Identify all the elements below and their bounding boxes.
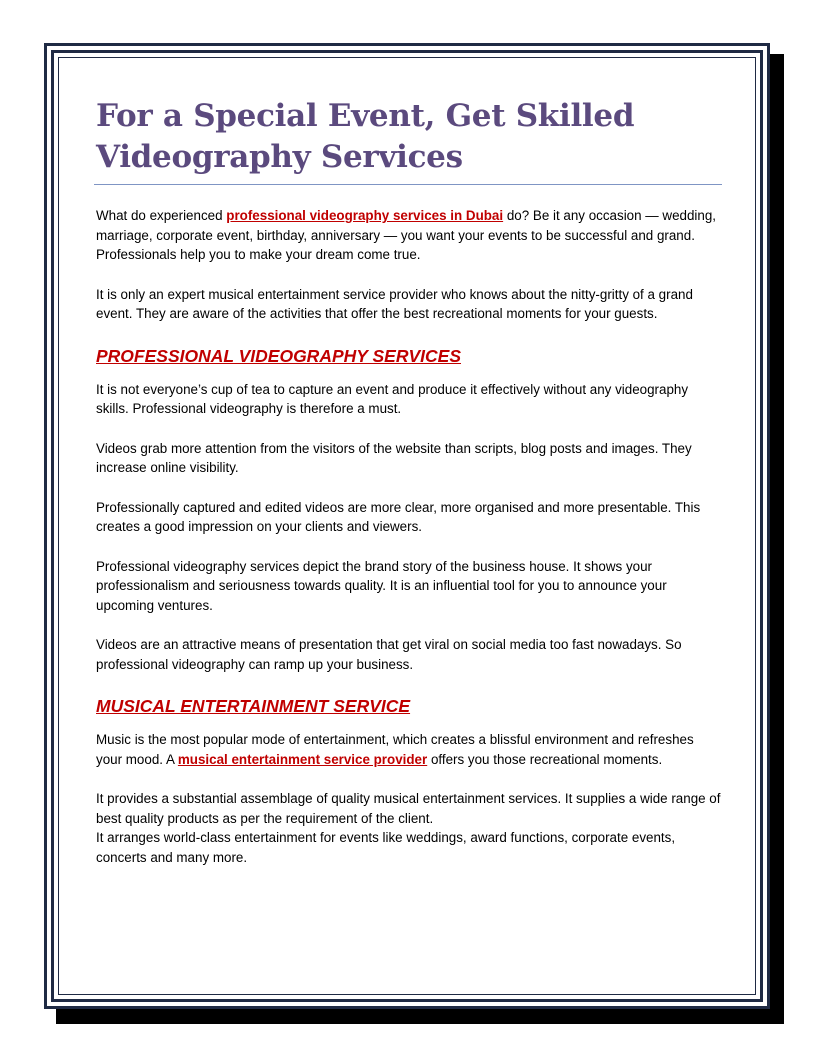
- musical-text-end: offers you those recreational moments.: [427, 751, 663, 767]
- intro-text-end: do? Be it any occasion — wedding, marriage, corporate event, birthday, anniversary — you want your events to be successful and grand. Professionals help you to make your dream come true.: [96, 208, 716, 262]
- videography-paragraph: Professionally captured and edited videos are more clear, more organised and more presentable. This creates a good impression on your clients and viewers.: [96, 499, 701, 534]
- page-title: For a Special Event, Get Skilled Videography Services: [96, 98, 635, 175]
- section-heading-musical: MUSICAL ENTERTAINMENT SERVICE: [96, 696, 411, 716]
- videography-paragraph: Professional videography services depict the brand story of the business house. It shows your professionalism and seriousness towards quality. It is an influential tool for you to announce your upcoming ventures.: [96, 558, 667, 613]
- section-heading-videography: PROFESSIONAL VIDEOGRAPHY SERVICES: [96, 345, 461, 366]
- document-body: [96, 96, 722, 867]
- videography-paragraph: Videos grab more attention from the visitors of the website than scripts, blog posts and images. They increase online visibility.: [96, 440, 692, 475]
- intro-text-start: What do experienced: [96, 208, 227, 223]
- intro-paragraph-2: It is only an expert musical entertainment service provider who knows about the nitty-gritty of a grand event. They are aware of the activities that offer the best recreational moments for your guests.: [96, 286, 693, 321]
- musical-entertainment-link[interactable]: musical entertainment service provider: [177, 751, 428, 767]
- videography-paragraph: Videos are an attractive means of presentation that get viral on social media too fast nowadays. So professional videography can ramp up your business.: [96, 637, 682, 672]
- videography-services-link[interactable]: professional videography services in Dubai: [226, 208, 504, 223]
- musical-paragraph-2-line-1: It provides a substantial assemblage of quality musical entertainment services. It supplies a wide range of best quality products as per the requirement of the client.: [96, 791, 721, 826]
- musical-paragraph-2-line-2: It arranges world-class entertainment for events like weddings, award functions, corporate events, concerts and many more.: [96, 830, 676, 865]
- intro-paragraph: [96, 206, 722, 265]
- videography-paragraph: It is not everyone’s cup of tea to capture an event and produce it effectively without any videography skills. Professional videography is therefore a must.: [96, 381, 689, 416]
- musical-text-start: Music is the most popular mode of entertainment, which creates a blissful environment and refreshes your mood. A: [96, 732, 694, 767]
- musical-paragraph-1: [96, 730, 722, 769]
